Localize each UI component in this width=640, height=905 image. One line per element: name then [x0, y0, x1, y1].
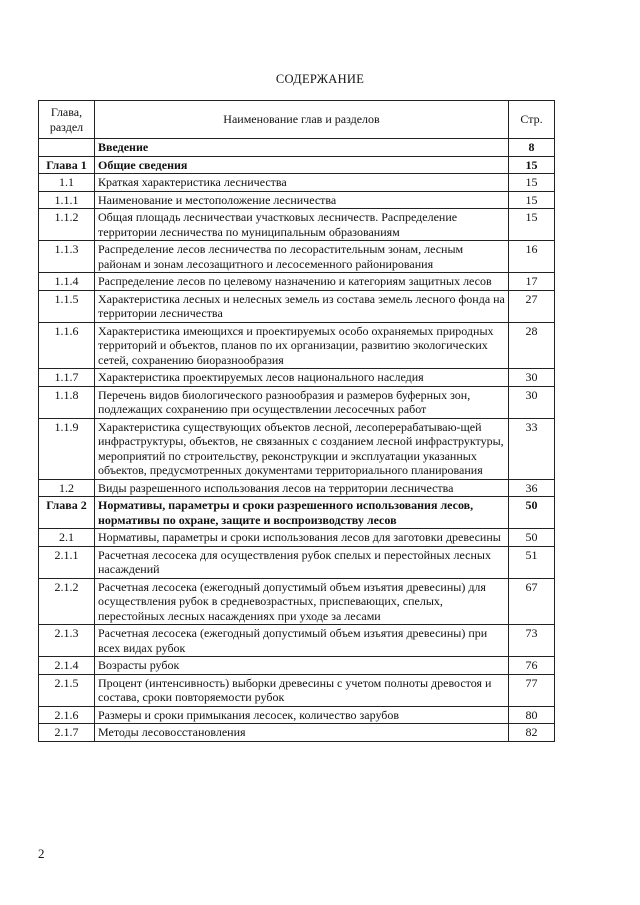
contents-table: [38, 100, 555, 742]
row-page: 16: [509, 241, 555, 273]
row-title: Возрасты рубок: [95, 657, 509, 675]
row-page: 73: [509, 625, 555, 657]
table-row: [39, 657, 555, 675]
table-row: [39, 209, 555, 241]
row-number: 2.1.1: [39, 546, 95, 578]
row-number: 1.1: [39, 174, 95, 192]
row-page: 50: [509, 529, 555, 547]
row-page: 82: [509, 724, 555, 742]
table-row: [39, 139, 555, 157]
table-row: [39, 322, 555, 369]
row-page: 17: [509, 273, 555, 291]
row-page: 15: [509, 174, 555, 192]
row-number: 2.1.5: [39, 674, 95, 706]
row-title: Расчетная лесосека для осуществления рубок спелых и перестойных лесных насаждений: [95, 546, 509, 578]
row-title: Краткая характеристика лесничества: [95, 174, 509, 192]
row-number: 2.1.7: [39, 724, 95, 742]
document-title: СОДЕРЖАНИЕ: [275, 72, 365, 86]
row-title: Виды разрешенного использования лесов на территории лесничества: [95, 479, 509, 497]
row-page: 67: [509, 578, 555, 625]
table-row: [39, 241, 555, 273]
row-title: Наименование и местоположение лесничества: [95, 191, 509, 209]
row-number: 1.1.3: [39, 241, 95, 273]
row-number: Глава 1: [39, 156, 95, 174]
table-row: [39, 674, 555, 706]
row-title: Нормативы, параметры и сроки разрешенного использования лесов, нормативы по охране, защите и воспроизводству лесов: [95, 497, 509, 529]
row-title: Размеры и сроки примыкания лесосек, количество зарубов: [95, 706, 509, 724]
row-page: 50: [509, 497, 555, 529]
row-page: 51: [509, 546, 555, 578]
table-row: [39, 529, 555, 547]
table-row: [39, 546, 555, 578]
row-page: 76: [509, 657, 555, 675]
table-row: [39, 497, 555, 529]
row-title: Характеристика проектируемых лесов национального наследия: [95, 369, 509, 387]
row-title: Характеристика имеющихся и проектируемых особо охраняемых природных территорий и объектов, планов по их организации, развитию экологических сетей, сохранению биоразнообразия: [95, 322, 509, 369]
row-page: 30: [509, 369, 555, 387]
row-page: 8: [509, 139, 555, 157]
row-title: Нормативы, параметры и сроки использования лесов для заготовки древесины: [95, 529, 509, 547]
row-number: 2.1: [39, 529, 95, 547]
table-row: [39, 625, 555, 657]
row-title: Общая площадь лесничестваи участковых лесничеств. Распределение территории лесничества по муниципальным образованиям: [95, 209, 509, 241]
row-number: 1.1.7: [39, 369, 95, 387]
header-chapter: Глава, раздел: [39, 101, 95, 139]
table-row: [39, 578, 555, 625]
page-number: 2: [38, 846, 45, 861]
table-row: [39, 369, 555, 387]
row-number: 1.2: [39, 479, 95, 497]
row-title: Распределение лесов лесничества по лесорастительным зонам, лесным районам и зонам лесозащитного и лесосеменного районирования: [95, 241, 509, 273]
table-row: [39, 479, 555, 497]
header-name: Наименование глав и разделов: [95, 101, 509, 139]
row-number: [39, 139, 95, 157]
row-page: 27: [509, 290, 555, 322]
row-page: 15: [509, 191, 555, 209]
row-number: 1.1.5: [39, 290, 95, 322]
row-number: Глава 2: [39, 497, 95, 529]
row-title: Распределение лесов по целевому назначению и категориям защитных лесов: [95, 273, 509, 291]
row-page: 30: [509, 386, 555, 418]
row-number: 1.1.9: [39, 418, 95, 479]
row-page: 33: [509, 418, 555, 479]
row-title: Расчетная лесосека (ежегодный допустимый объем изъятия древесины) для осуществления рубок в средневозрастных, приспевающих, спелых, перестойных лесных насаждениях при уходе за лесами: [95, 578, 509, 625]
row-title: Введение: [95, 139, 509, 157]
row-number: 1.1.2: [39, 209, 95, 241]
row-number: 2.1.4: [39, 657, 95, 675]
row-page: 15: [509, 156, 555, 174]
row-number: 1.1.8: [39, 386, 95, 418]
row-number: 1.1.4: [39, 273, 95, 291]
contents-body: [39, 139, 555, 742]
row-title: Характеристика лесных и нелесных земель из состава земель лесного фонда на территории лесничества: [95, 290, 509, 322]
row-number: 2.1.3: [39, 625, 95, 657]
table-row: [39, 290, 555, 322]
table-row: [39, 273, 555, 291]
row-title: Характеристика существующих объектов лесной, лесоперерабатываю-щей инфраструктуры, объектов, не связанных с созданием лесной инфраструктуры, мероприятий по строительству, реконструкции и эксплуатации указанных объектов, предусмотренных документами территориального планирования: [95, 418, 509, 479]
table-row: [39, 706, 555, 724]
table-row: [39, 724, 555, 742]
row-number: 1.1.6: [39, 322, 95, 369]
row-title: Процент (интенсивность) выборки древесины с учетом полноты древостоя и состава, сроки повторяемости рубок: [95, 674, 509, 706]
table-row: [39, 418, 555, 479]
table-row: [39, 156, 555, 174]
row-page: 15: [509, 209, 555, 241]
table-header-row: [39, 101, 555, 139]
row-page: 36: [509, 479, 555, 497]
table-row: [39, 191, 555, 209]
row-number: 1.1.1: [39, 191, 95, 209]
table-row: [39, 174, 555, 192]
row-title: Общие сведения: [95, 156, 509, 174]
row-page: 28: [509, 322, 555, 369]
row-number: 2.1.6: [39, 706, 95, 724]
row-title: Методы лесовосстановления: [95, 724, 509, 742]
row-number: 2.1.2: [39, 578, 95, 625]
row-page: 80: [509, 706, 555, 724]
header-page: Стр.: [509, 101, 555, 139]
row-title: Перечень видов биологического разнообразия и размеров буферных зон, подлежащих сохранению при осуществлении лесосечных работ: [95, 386, 509, 418]
row-page: 77: [509, 674, 555, 706]
row-title: Расчетная лесосека (ежегодный допустимый объем изъятия древесины) при всех видах рубок: [95, 625, 509, 657]
table-row: [39, 386, 555, 418]
